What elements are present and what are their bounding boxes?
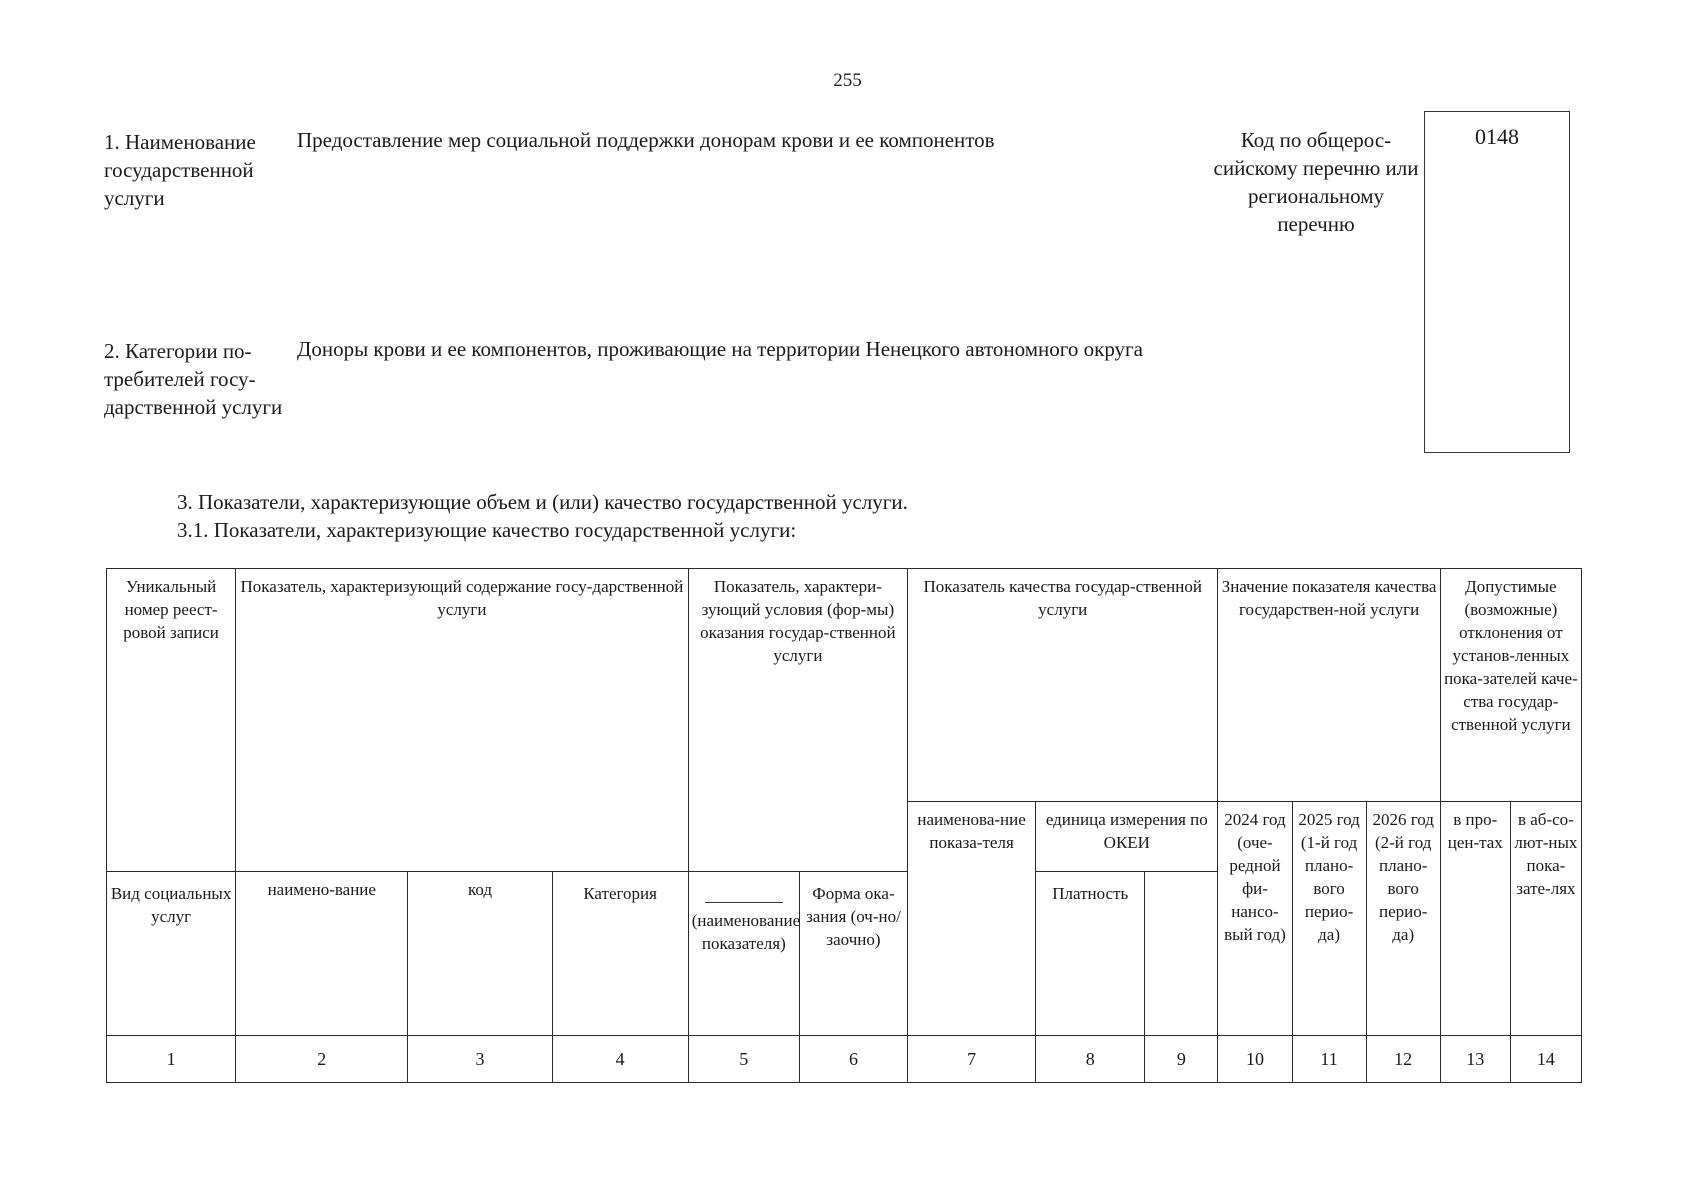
- header-year-2025: 2025 год (1-й год плано-вого перио-да): [1292, 802, 1366, 1036]
- col-number-12: 12: [1366, 1036, 1440, 1083]
- header-service-conditions: Показатель, характери-зующий условия (фор-мы) оказания государ-ственной услуги: [688, 569, 907, 872]
- col-number-2: 2: [236, 1036, 408, 1083]
- col-number-14: 14: [1510, 1036, 1581, 1083]
- col-number-6: 6: [799, 1036, 907, 1083]
- service-name-value: Предоставление мер социальной поддержки донорам крови и ее компонентов: [297, 128, 995, 152]
- header-unit-okei: единица измерения по ОКЕИ: [1036, 802, 1218, 872]
- col-number-1: 1: [107, 1036, 236, 1083]
- header-category: Категория: [552, 872, 688, 1036]
- col-number-11: 11: [1292, 1036, 1366, 1083]
- header-service-content: Показатель, характеризующий содержание госу-дарственной услуги: [236, 569, 689, 872]
- header-payment: Платность: [1036, 872, 1145, 1036]
- header-quality-indicator: Показатель качества государ-ственной услуги: [908, 569, 1218, 802]
- registry-code-value: 0148: [1475, 124, 1519, 149]
- header-unique-number: Уникальный номер реест-ровой записи: [107, 569, 236, 872]
- header-unit-code: код: [408, 872, 552, 1036]
- header-indicator-name: наименова-ние показа-теля: [908, 802, 1036, 1036]
- header-allowed-deviation: Допустимые (возможные) отклонения от установ-ленных пока-зателей каче-ства государ-ственной услуги: [1440, 569, 1581, 802]
- header-unit-name: наимено-вание: [236, 872, 408, 1036]
- col-number-8: 8: [1036, 1036, 1145, 1083]
- blank-underline: [705, 887, 783, 903]
- consumers-label: 2. Категории по-требителей госу-дарственной услуги: [104, 339, 283, 419]
- consumers-value: Доноры крови и ее компонентов, проживающие на территории Ненецкого автономного округа: [297, 337, 1143, 361]
- col-number-10: 10: [1218, 1036, 1292, 1083]
- header-deviation-percent: в про-цен-тах: [1440, 802, 1510, 1036]
- quality-indicators-table: [106, 568, 1582, 1083]
- header-year-2026: 2026 год (2-й год плано-вого перио-да): [1366, 802, 1440, 1036]
- header-year-2024: 2024 год (оче-редной фи-нансо-вый год): [1218, 802, 1292, 1036]
- header-indicator-name-blank: [688, 872, 799, 1036]
- col-number-7: 7: [908, 1036, 1036, 1083]
- col-number-3: 3: [408, 1036, 552, 1083]
- registry-code-label: Код по общерос-сийскому перечню или региональному перечню: [1213, 128, 1419, 236]
- header-indicator-value: Значение показателя качества государствен-ной услуги: [1218, 569, 1440, 802]
- header-indicator-name-note: (наименование показателя): [691, 911, 801, 953]
- header-deviation-absolute: в аб-со-лют-ных пока-зате-лях: [1510, 802, 1581, 1036]
- col-number-5: 5: [688, 1036, 799, 1083]
- col-number-13: 13: [1440, 1036, 1510, 1083]
- header-social-service-type: Вид социальных услуг: [107, 872, 236, 1036]
- col-number-4: 4: [552, 1036, 688, 1083]
- col-number-9: 9: [1145, 1036, 1218, 1083]
- header-delivery-form: Форма ока-зания (оч-но/заочно): [799, 872, 907, 1036]
- section-3-heading: 3. Показатели, характеризующие объем и (или) качество государственной услуги.: [177, 490, 908, 514]
- section-3-1-heading: 3.1. Показатели, характеризующие качество государственной услуги:: [177, 518, 797, 542]
- page-number: 255: [833, 70, 862, 91]
- service-name-label: 1. Наименование государственной услуги: [104, 130, 256, 210]
- registry-code-box: [1424, 111, 1570, 453]
